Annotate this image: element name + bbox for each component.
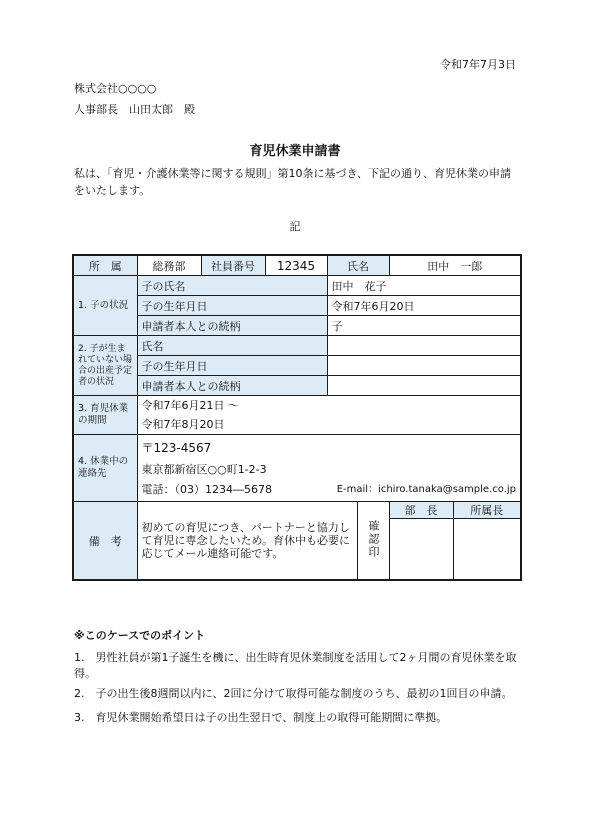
dept-head-label: 部 長 <box>389 502 453 519</box>
company-name: 株式会社○○○○ <box>74 82 157 95</box>
supervisor-label: 所属長 <box>453 502 521 519</box>
sec2-birth-label: 子の生年月日 <box>137 356 327 376</box>
sec2-birth-value[interactable] <box>327 356 521 376</box>
name-label: 氏名 <box>327 255 389 276</box>
sec2-name-value[interactable] <box>327 336 521 356</box>
name-value: 田中 一郎 <box>389 255 521 276</box>
confirm-label: 確認印 <box>367 519 380 559</box>
affiliation-value: 総務部 <box>137 255 201 276</box>
postal-code: 〒123-4567 <box>141 441 212 455</box>
period-end: 令和7年8月20日 <box>141 418 225 431</box>
relation-label: 申請者本人との続柄 <box>137 316 327 336</box>
child-birth-label: 子の生年月日 <box>137 296 327 316</box>
sec2-relation-value[interactable] <box>327 376 521 396</box>
point-item: 3. 育児休業開始希望日は子の出生翌日で、制度上の取得可能期間に準拠。 <box>74 711 448 724</box>
period-start: 令和7年6月21日 ～ <box>141 399 239 412</box>
email: E-mail：ichiro.tanaka@sample.co.jp <box>336 484 516 495</box>
employee-no-value: 12345 <box>265 255 327 276</box>
document-title: 育児休業申請書 <box>249 144 341 159</box>
affiliation-label: 所 属 <box>73 255 137 276</box>
points-heading: ※このケースでのポイント <box>74 629 206 642</box>
child-birth-value: 令和7年6月20日 <box>327 296 521 316</box>
relation-value: 子 <box>327 316 521 336</box>
application-form <box>72 254 522 581</box>
recipient: 人事部長 山田太郎 殿 <box>74 103 195 116</box>
employee-no-label: 社員番号 <box>201 255 265 276</box>
notes-value: 初めての育児につき、パートナーと協力して育児に専念したいため。育休中も必要に応じてメール連絡可能です。 <box>137 502 357 581</box>
sec2-relation-label: 申請者本人との続柄 <box>137 376 327 396</box>
notes-label: 備 考 <box>73 502 137 581</box>
section4-label: 4. 休業中の連絡先 <box>73 435 137 502</box>
dept-head-stamp[interactable] <box>389 519 453 581</box>
supervisor-stamp[interactable] <box>453 519 521 581</box>
sec2-name-label: 氏名 <box>137 336 327 356</box>
section2-label: 2. 子が生まれていない場合の出産予定者の状況 <box>73 336 137 396</box>
point-item: 1. 男性社員が第1子誕生を機に、出生時育児休業制度を活用して2ヶ月間の育児休業を取得。 <box>74 651 517 680</box>
address: 東京都新宿区○○町1-2-3 <box>141 463 267 476</box>
ki-mark: 記 <box>289 220 301 233</box>
intro-text: 私は、「育児・介護休業等に関する規則」第10条に基づき、下記の通り、育児休業の申請をいたします。 <box>74 167 512 197</box>
phone: 電話：（03）1234―5678 <box>141 483 272 496</box>
section1-label: 1. 子の状況 <box>73 276 137 336</box>
document-date: 令和7年7月3日 <box>440 58 516 71</box>
child-name-value: 田中 花子 <box>327 276 521 296</box>
section3-label: 3. 育児休業の期間 <box>73 396 137 435</box>
child-name-label: 子の氏名 <box>137 276 327 296</box>
point-item: 2. 子の出生後8週間以内に、2回に分けて取得可能な制度のうち、最初の1回目の申請。 <box>74 687 513 700</box>
